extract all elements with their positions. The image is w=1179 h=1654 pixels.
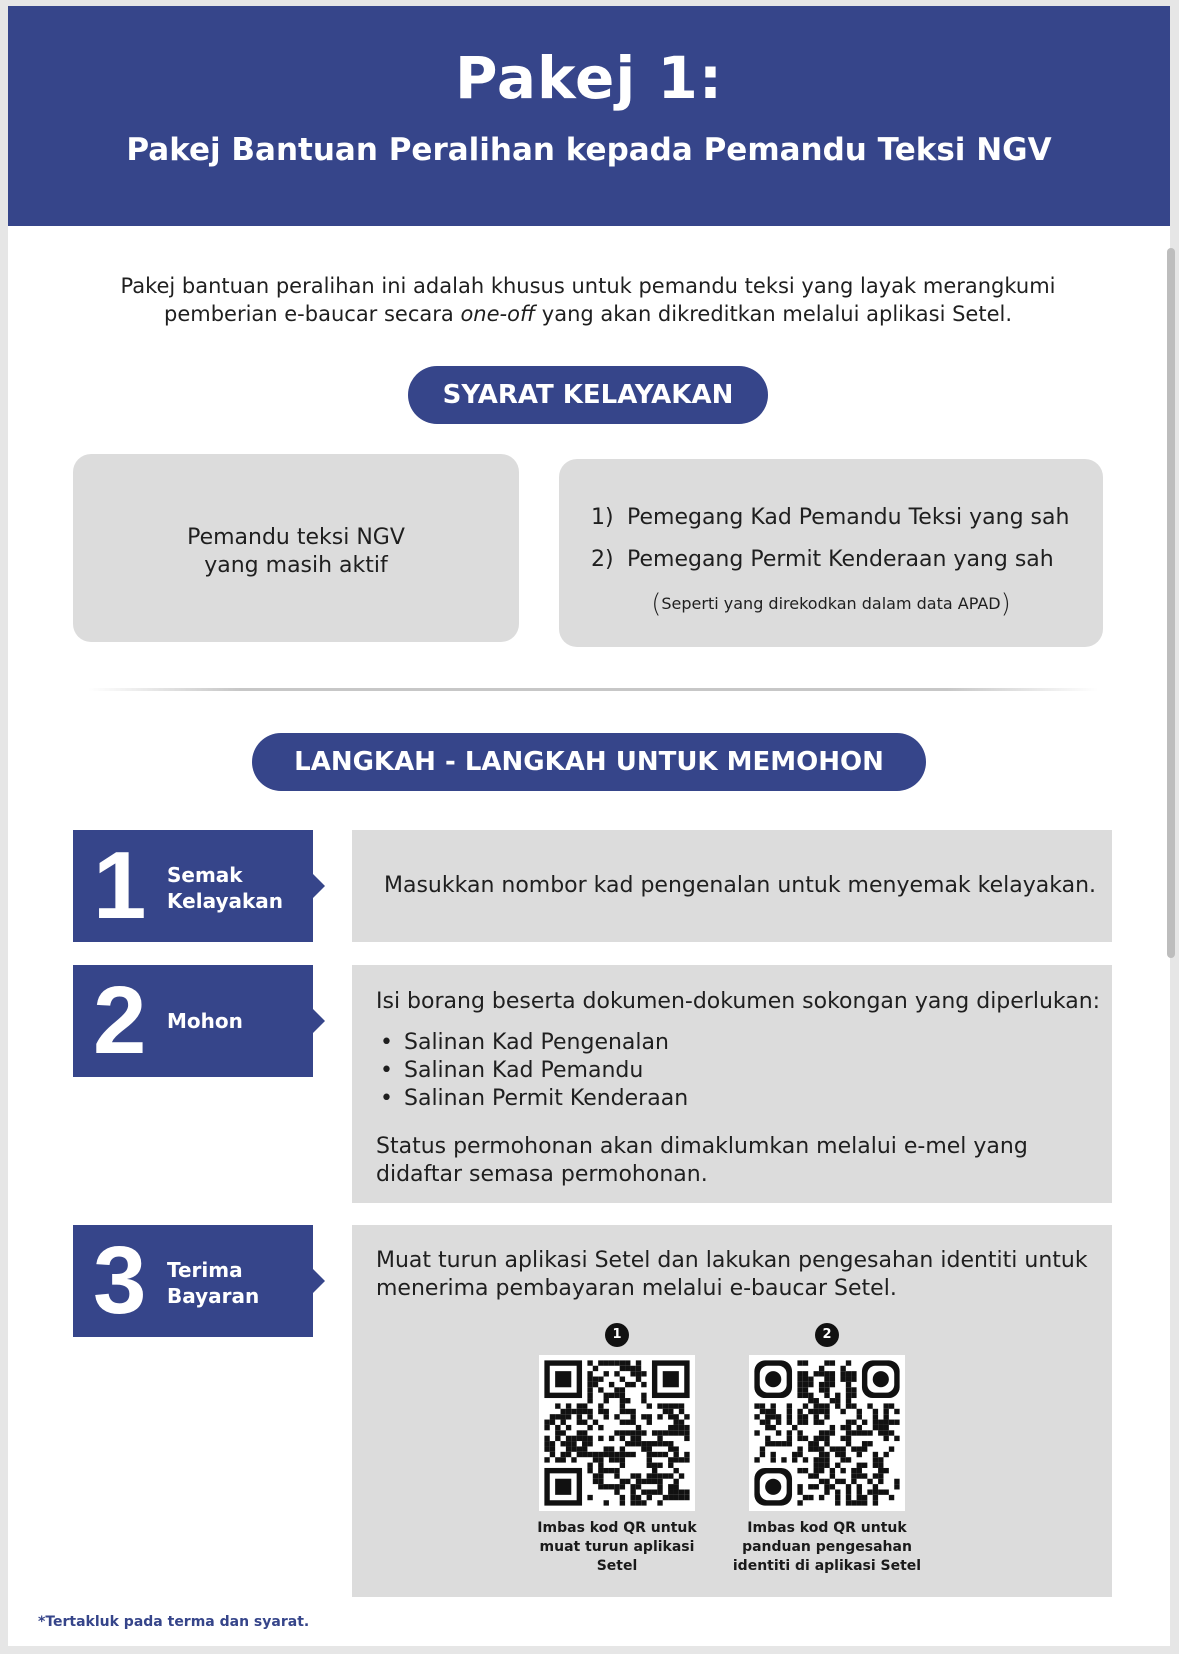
eligibility-target-line1: Pemandu teksi NGV [187, 525, 405, 550]
qr-caption-line3: Setel [596, 1558, 638, 1574]
intro-text-part2: yang akan dikreditkan melalui aplikasi Setel. [535, 302, 1013, 326]
section-divider [88, 688, 1098, 691]
criteria-note: (Seperti yang direkodkan dalam data APAD) [651, 589, 1011, 619]
step-number: 2 [93, 967, 147, 1074]
qr-number-badge: 1 [605, 1323, 629, 1347]
qr-identity-guide [732, 1323, 922, 1576]
eligibility-criteria-box [559, 459, 1103, 647]
step-2-label [73, 965, 313, 1077]
qr-caption-line1: Imbas kod QR untuk [747, 1520, 907, 1536]
step-title-line2: Bayaran [167, 1284, 260, 1308]
step-1-text: Masukkan nombor kad pengenalan untuk menyemak kelayakan. [384, 873, 1097, 898]
qr-caption-line1: Imbas kod QR untuk [537, 1520, 697, 1536]
qr-caption [522, 1519, 712, 1576]
qr-caption-line3: identiti di aplikasi Setel [732, 1558, 922, 1574]
qr-caption-line2: panduan pengesahan [742, 1539, 912, 1555]
step-title-line1: Terima [167, 1258, 243, 1282]
list-item: • Salinan Permit Kenderaan [404, 1085, 688, 1113]
qr-code-icon[interactable] [749, 1355, 905, 1511]
eligibility-heading: SYARAT KELAYAKAN [408, 366, 768, 424]
intro-text-part1: Pakej bantuan peralihan ini adalah khusus untuk pemandu teksi yang layak merangkumi pemberian e-baucar secara [120, 274, 1056, 326]
criteria-text: Pemegang Permit Kenderaan yang sah [627, 547, 1054, 572]
header-banner [8, 6, 1170, 226]
qr-code-icon[interactable] [539, 1355, 695, 1511]
step-2-lead: Isi borang beserta dokumen-dokumen sokongan yang diperlukan: [376, 989, 1101, 1014]
step-title [167, 862, 283, 914]
criteria-number: 2) [591, 547, 614, 572]
steps-heading: LANGKAH - LANGKAH UNTUK MEMOHON [252, 733, 926, 791]
terms-footnote: *Tertakluk pada terma dan syarat. [38, 1614, 310, 1630]
qr-caption [732, 1519, 922, 1576]
step-title-line1: Semak [167, 863, 243, 887]
page-subtitle: Pakej Bantuan Peralihan kepada Pemandu Teksi NGV [126, 132, 1052, 168]
step-title: Mohon [167, 1009, 243, 1033]
criteria-item [591, 547, 1054, 572]
eligibility-target-text [73, 524, 519, 580]
eligibility-target-line2: yang masih aktif [204, 553, 388, 578]
step-3-content [352, 1225, 1112, 1597]
document-page [8, 6, 1170, 1646]
criteria-note-text: Seperti yang direkodkan dalam data APAD [661, 594, 1001, 613]
step-2-content [352, 965, 1112, 1203]
step-number: 3 [93, 1227, 147, 1334]
criteria-number: 1) [591, 505, 614, 530]
step-1-content [352, 830, 1112, 942]
list-item: • Salinan Kad Pemandu [404, 1057, 688, 1085]
criteria-item [591, 505, 1069, 530]
qr-number-badge: 2 [815, 1323, 839, 1347]
eligibility-target-box [73, 454, 519, 642]
step-1-label [73, 830, 313, 942]
page-title: Pakej 1: [454, 44, 724, 112]
step-title [167, 1257, 259, 1309]
intro-paragraph [68, 272, 1108, 328]
qr-caption-line2: muat turun aplikasi [539, 1539, 695, 1555]
intro-emphasis: one-off [460, 302, 536, 326]
step-3-lead: Muat turun aplikasi Setel dan lakukan pengesahan identiti untuk menerima pembayaran melalui e-baucar Setel. [376, 1248, 1088, 1301]
step-number: 1 [93, 832, 147, 939]
step-2-status: Status permohonan akan dimaklumkan melalui e-mel yang didaftar semasa permohonan. [376, 1134, 1028, 1187]
step-title-line2: Kelayakan [167, 889, 284, 913]
required-documents-list [404, 1029, 688, 1113]
step-3-label [73, 1225, 313, 1337]
list-item: • Salinan Kad Pengenalan [404, 1029, 688, 1057]
scrollbar[interactable] [1167, 248, 1175, 958]
qr-download-app [522, 1323, 712, 1576]
criteria-text: Pemegang Kad Pemandu Teksi yang sah [627, 505, 1070, 530]
